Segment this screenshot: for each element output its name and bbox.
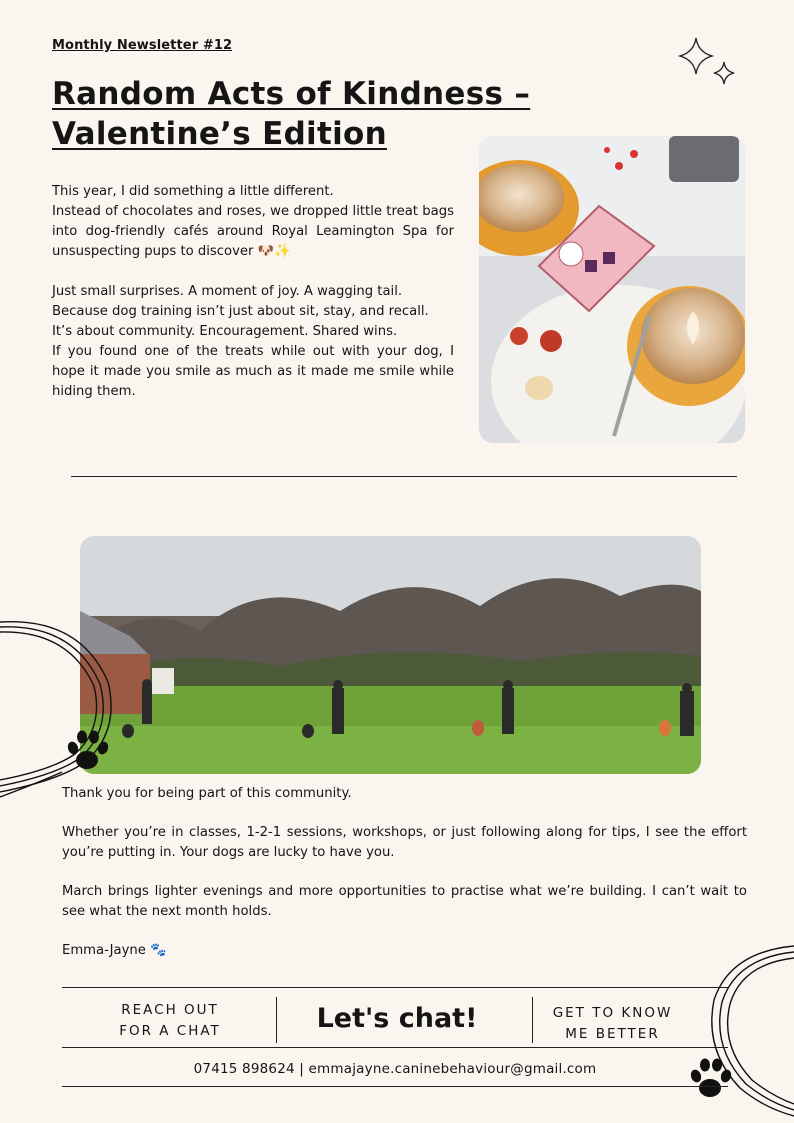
section-divider	[71, 476, 737, 477]
classes-paragraph: Whether you’re in classes, 1-2-1 sessions, workshops, or just following along for tips, I see the effort you’re putting in. Your dogs are lucky to have you.	[62, 825, 747, 860]
intro-text	[52, 182, 454, 422]
closing-text	[62, 784, 747, 980]
intro-paragraph-2: Just small surprises. A moment of joy. A wagging tail. Because dog training isn’t just about sit, stay, and recall. It’s about community. Encouragement. Shared wins. If you found one of the treats while out with your dog, I hope it made you smile as much as it made me smile while hiding them.	[52, 284, 454, 399]
footer-rule-bottom	[62, 1086, 728, 1087]
reach-out-label: REACH OUT FOR A CHAT	[119, 1002, 221, 1039]
footer-rule-middle	[62, 1047, 728, 1048]
paw-icon	[63, 728, 111, 774]
footer-divider-left	[276, 997, 277, 1043]
cafe-photo	[479, 136, 745, 443]
intro-paragraph-1: This year, I did something a little different. Instead of chocolates and roses, we dropped little treat bags into dog-friendly cafés around Royal Leamington Spa for unsuspecting pups to discover 🐶✨	[52, 184, 454, 259]
footer-rule-top	[62, 987, 728, 988]
signoff: Emma-Jayne 🐾	[62, 943, 167, 958]
page-title: Random Acts of Kindness – Valentine’s Edition	[52, 76, 531, 152]
lets-chat-heading: Let's chat!	[316, 1003, 478, 1034]
contact-line[interactable]: 07415 898624 | emmajayne.caninebehaviour@gmail.com	[193, 1061, 597, 1077]
get-to-know-label: GET TO KNOW ME BETTER	[552, 1005, 673, 1042]
march-paragraph: March brings lighter evenings and more opportunities to practise what we’re building. I can’t wait to see what the next month holds.	[62, 884, 747, 919]
sparkle-icon	[676, 36, 740, 88]
newsletter-kicker: Monthly Newsletter #12	[52, 38, 233, 53]
footer-divider-right	[532, 997, 533, 1043]
field-group-photo	[80, 536, 701, 774]
thanks-paragraph: Thank you for being part of this community.	[62, 786, 352, 801]
